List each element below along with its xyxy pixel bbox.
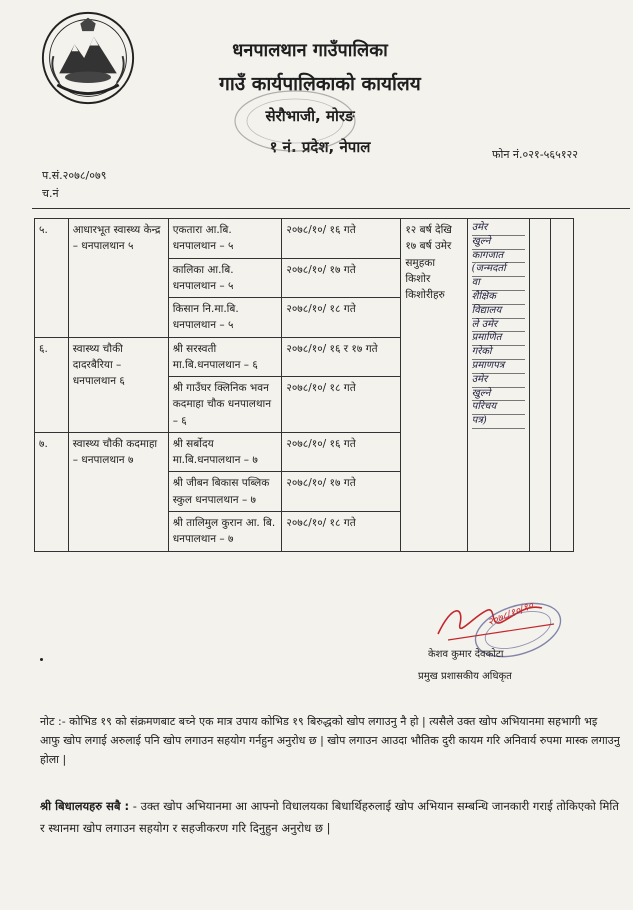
province-line: १ नं. प्रदेश, नेपाल [269,138,371,156]
health-institution: स्वास्थ्य चौकी दादरबैरिया – धनपालथान ६ [68,337,168,432]
vaccination-date: २०७८/१०/ १६ गते [282,432,401,472]
vaccination-date: २०७८/१०/ १७ गते [282,472,401,512]
table-row [35,219,574,259]
school-name: श्री सरस्वती मा.बि.धनपालथान – ६ [168,337,282,377]
school-name: एकतारा आ.बि. धनपालथान – ५ [168,219,282,259]
vaccination-date: २०७८/१०/ १६ र १७ गते [282,337,401,377]
vaccination-date: २०७८/१०/ १८ गते [282,511,401,551]
header-divider [32,208,630,209]
health-institution: आधारभूत स्वास्थ्य केन्द्र – धनपालथान ५ [68,219,168,338]
office-seal-icon [230,86,360,156]
vaccination-date: २०७८/१०/ १७ गते [282,258,401,298]
nepal-emblem-icon [40,10,136,106]
vaccination-schedule-table [34,218,574,552]
org-name: धनपालथान गाउँपालिका [232,40,388,61]
reference-number: प.सं.२०७८/०७९ [42,169,107,182]
target-group: १२ बर्ष देखि १७ बर्ष उमेर समुहका किशोर किशोरीहरु [401,219,467,552]
empty-cell [529,219,550,552]
serial-number: ५. [35,219,69,338]
phone-number: फोन नं.०२१-५६५१२२ [492,148,578,161]
vaccination-date: २०७८/१०/ १८ गते [282,377,401,433]
serial-number: ६. [35,337,69,432]
health-institution: स्वास्थ्य चौकी कदमाहा – धनपालथान ७ [68,432,168,551]
school-name: श्री गाउँघर क्लिनिक भवन कदमाहा चौक धनपालथान – ६ [168,377,282,433]
covid-note: नोट :- कोभिड १९ को संक्रमणबाट बच्ने एक मात्र उपाय कोभिड १९ बिरुद्धको खोप लगाउनु नै हो | त्यसैले उक्त खोप अभियानमा सहभागी भइ आफु खोप लगाई अरुलाई पनि खोप लगाउन सहयोग गर्नहुन अनुरोध छ | खोप लगाउन आउदा भौतिक दुरी कायम गरि अनिवार्य रुपमा मास्क लगाउनु होला | [40,715,620,766]
school-name: किसान नि.मा.बि. धनपालथान – ५ [168,298,282,338]
school-name: श्री तालिमुल कुरान आ. बि. धनपालथान – ७ [168,511,282,551]
serial-number: ७. [35,432,69,551]
empty-cell [550,219,573,552]
school-name: श्री जीबन बिकास पब्लिक स्कुल धनपालथान – ७ [168,472,282,512]
appeal-lead: श्री बिधालयहरु सबै : [40,799,130,813]
schools-appeal [40,795,620,839]
vaccination-date: २०७८/१०/ १८ गते [282,298,401,338]
school-name: श्री सर्बोदय मा.बि.धनपालथान – ७ [168,432,282,472]
signer-name: केशव कुमार देवकोटा [428,649,504,660]
office-address: सेरौभाजी, मोरङ [265,107,355,125]
office-name: गाउँ कार्यपालिकाको कार्यालय [219,73,421,95]
appeal-body: - उक्त खोप अभियानमा आ आफ्नो विधालयका बिधार्थिहरुलाई खोप अभियान सम्बन्धि जानकारी गराई तोकिएको मिति र स्थानमा खोप लगाउन सहयोग र सहजीकरण गरि दिनुहुन अनुरोध छ | [40,799,619,835]
dispatch-number: च.नं [42,187,59,200]
school-name: कालिका आ.बि. धनपालथान – ५ [168,258,282,298]
handwritten-date: २०७८/१०/१० [486,600,536,629]
ink-dot [40,658,43,661]
handwritten-remarks: उमेर खुल्ने कागजात (जन्मदर्ता वा शैक्षिक विद्यालय ले उमेर प्रमाणित गरेको प्रमाणपत्र उमेर खुल्ने परिचय पत्र) [467,219,529,552]
signer-title: प्रमुख प्रशासकीय अधिकृत [418,671,512,682]
vaccination-date: २०७८/१०/ १६ गते [282,219,401,259]
